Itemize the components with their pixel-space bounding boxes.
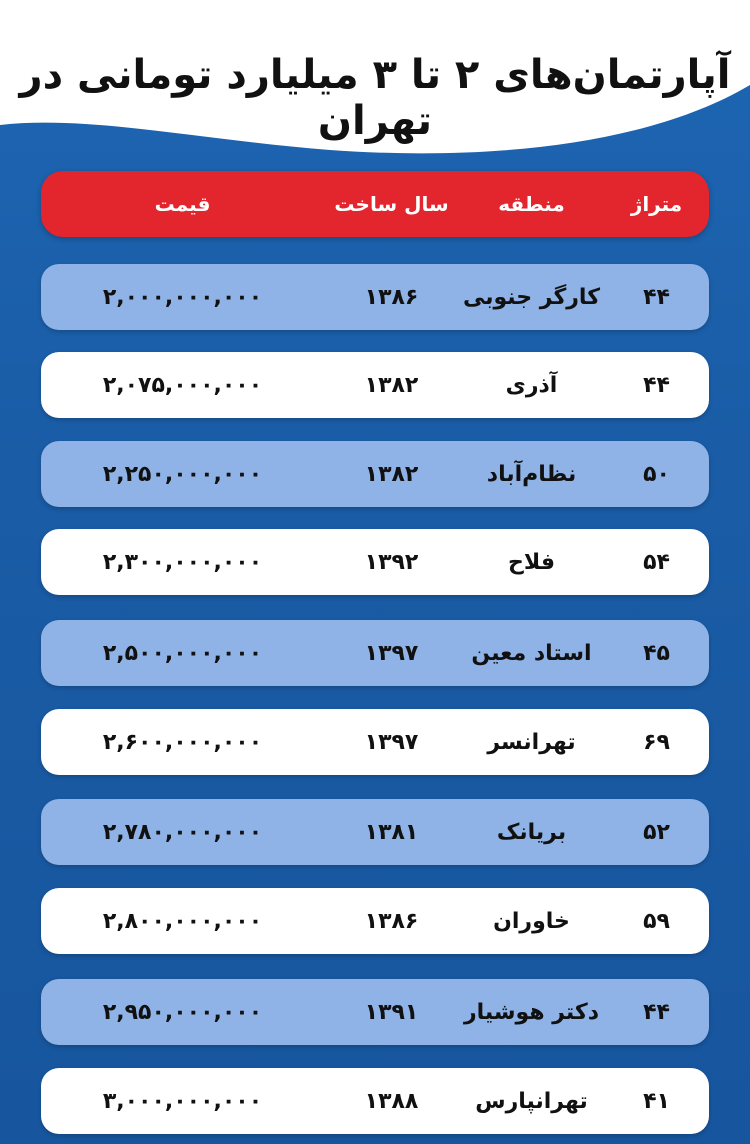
cell-region: تهرانسر [487,729,576,755]
cell-price: ۲,۲۵۰,۰۰۰,۰۰۰ [102,461,263,487]
cell-region: کارگر جنوبی [462,284,600,310]
cell-area: ۴۵ [643,640,670,666]
cell-price: ۲,۷۸۰,۰۰۰,۰۰۰ [102,819,263,845]
cell-region: استاد معین [471,640,592,666]
cell-year: ۱۳۸۲ [364,372,419,398]
table-row [41,979,709,1045]
cell-price: ۲,۳۰۰,۰۰۰,۰۰۰ [102,549,263,575]
cell-price: ۳,۰۰۰,۰۰۰,۰۰۰ [102,1088,263,1114]
cell-area: ۴۴ [643,284,670,310]
header-price: قیمت [154,192,211,216]
cell-year: ۱۳۸۲ [364,461,419,487]
cell-price: ۲,۸۰۰,۰۰۰,۰۰۰ [102,908,263,934]
cell-price: ۲,۶۰۰,۰۰۰,۰۰۰ [102,729,263,755]
cell-region: دکتر هوشیار [464,999,599,1025]
cell-year: ۱۳۸۸ [364,1088,419,1114]
cell-region: نظام‌آباد [486,461,577,487]
table-row [41,799,709,865]
table-row [41,1068,709,1134]
cell-year: ۱۳۹۷ [364,640,419,666]
cell-area: ۶۹ [643,729,670,755]
cell-area: ۴۴ [643,999,670,1025]
cell-area: ۵۹ [643,908,670,934]
table-row [41,620,709,686]
cell-price: ۲,۹۵۰,۰۰۰,۰۰۰ [102,999,263,1025]
cell-region: خاوران [493,908,570,934]
cell-region: بریانک [496,819,567,845]
cell-area: ۵۴ [643,549,670,575]
page-title: آپارتمان‌های ۲ تا ۳ میلیارد تومانی در تهران [19,52,731,144]
cell-price: ۲,۵۰۰,۰۰۰,۰۰۰ [102,640,263,666]
cell-area: ۴۱ [643,1088,670,1114]
table-row [41,352,709,418]
cell-year: ۱۳۸۶ [364,908,419,934]
table-row [41,888,709,954]
header-region: منطقه [498,192,565,216]
table-header [41,171,709,237]
cell-year: ۱۳۸۱ [364,819,419,845]
cell-price: ۲,۰۰۰,۰۰۰,۰۰۰ [102,284,263,310]
cell-area: ۵۰ [643,461,670,487]
table-row [41,709,709,775]
header-area: متراژ [630,192,683,216]
cell-price: ۲,۰۷۵,۰۰۰,۰۰۰ [102,372,263,398]
cell-region: تهرانپارس [475,1088,588,1114]
table-row [41,264,709,330]
table-row [41,529,709,595]
cell-year: ۱۳۸۶ [364,284,419,310]
cell-region: فلاح [508,549,555,575]
cell-region: آذری [505,372,558,398]
header-year: سال ساخت [334,192,449,216]
cell-year: ۱۳۹۱ [364,999,419,1025]
cell-area: ۵۲ [643,819,670,845]
cell-area: ۴۴ [643,372,670,398]
cell-year: ۱۳۹۷ [364,729,419,755]
table-row [41,441,709,507]
cell-year: ۱۳۹۲ [364,549,419,575]
